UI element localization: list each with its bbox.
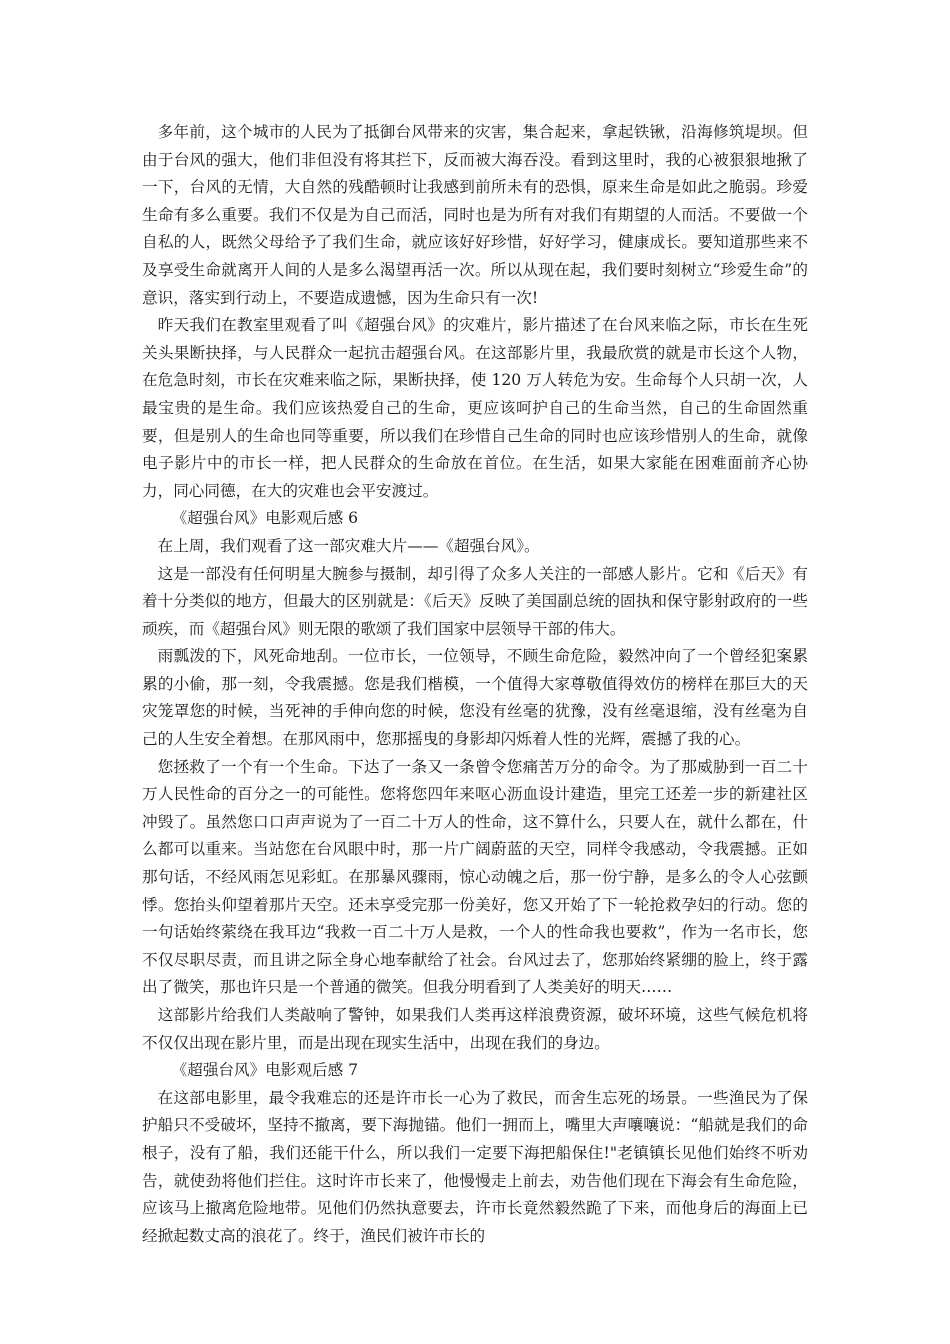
document-body	[142, 119, 808, 1250]
paragraph-8: 在这部电影里，最令我难忘的还是许市长一心为了救民，而舍生忘死的场景。一些渔民为了保护船只不受破坏，坚持不撤离，要下海抛锚。他们一拥而上，嘴里大声嚷嚷说：“船就是我们的命根子，没有了船，我们还能干什么，所以我们一定要下海把船保住!"老镇镇长见他们始终不听劝告，就使劲将他们拦住。这时许市长来了，他慢慢走上前去，劝告他们现在下海会有生命危险，应该马上撤离危险地带。见他们仍然执意要去，许市长竟然毅然跪了下来，而他身后的海面上已经掀起数丈高的浪花了。终于，渔民们被许市长的	[142, 1088, 808, 1245]
paragraph-1: 多年前，这个城市的人民为了抵御台风带来的灾害，集合起来，拿起铁锹，沿海修筑堤坝。但由于台风的强大，他们非但没有将其拦下，反而被大海吞没。看到这里时，我的心被狠狠地揪了一下，台风的无情，大自然的残酷顿时让我感到前所未有的恐惧，原来生命是如此之脆弱。珍爱生命有多么重要。我们不仅是为自己而活，同时也是为所有对我们有期望的人而活。不要做一个自私的人，既然父母给予了我们生命，就应该好好珍惜，好好学习，健康成长。要知道那些来不及享受生命就离开人间的人是多么渴望再活一次。所以从现在起，我们要时刻树立“珍爱生命”的意识，落实到行动上，不要造成遗憾，因为生命只有一次!	[142, 123, 808, 307]
paragraph-6: 您拯救了一个有一个生命。下达了一条又一条曾令您痛苦万分的命令。为了那威胁到一百二十万人民性命的百分之一的可能性。您将您四年来呕心沥血设计建造，里完工还差一步的新建社区冲毁了。虽然您口口声声说为了一百二十万人的性命，这不算什么，只要人在，就什么都在，什么都可以重来。当站您在台风眼中时，那一片广阔蔚蓝的天空，同样令我感动，令我震撼。正如那句话，不经风雨怎见彩虹。在那暴风骤雨，惊心动魄之后，那一份宁静，是多么的令人心弦颤悸。您抬头仰望着那片天空。还未享受完那一份美好，您又开始了下一轮抢救孕妇的行动。您的一句话始终萦绕在我耳边“我救一百二十万人是救，一个人的性命我也要救”，作为一名市长，您不仅尽职尽责，而且讲之际全身心地奉献给了社会。台风过去了，您那始终紧绷的脸上，终于露出了微笑，那也许只是一个普通的微笑。但我分明看到了人类美好的明天……	[142, 757, 808, 997]
paragraph-3: 在上周，我们观看了这一部灾难大片——《超强台风》。	[157, 536, 540, 555]
paragraph-7: 这部影片给我们人类敲响了警钟，如果我们人类再这样浪费资源，破坏环境，这些气候危机将不仅仅出现在影片里，而是出现在现实生活中，出现在我们的身边。	[142, 1006, 808, 1052]
section-heading-6: 《超强台风》电影观后感 6	[171, 509, 359, 528]
section-heading-7: 《超强台风》电影观后感 7	[171, 1061, 359, 1080]
paragraph-4: 这是一部没有任何明星大腕参与摄制，却引得了众多人关注的一部感人影片。它和《后天》有着十分类似的地方，但最大的区别就是：《后天》反映了美国副总统的固执和保守影射政府的一些顽疾，而《超强台风》则无限的歌颂了我们国家中层领导干部的伟大。	[142, 564, 808, 638]
paragraph-2: 昨天我们在教室里观看了叫《超强台风》的灾难片，影片描述了在台风来临之际，市长在生死关头果断抉择，与人民群众一起抗击超强台风。在这部影片里，我最欣赏的就是市长这个人物，在危急时刻，市长在灾难来临之际，果断抉择，使 120 万人转危为安。生命每个人只胡一次，人最宝贵的是生命。我们应该热爱自己的生命，更应该呵护自己的生命当然，自己的生命固然重要，但是别人的生命也同等重要，所以我们在珍惜自己生命的同时也应该珍惜别人的生命，就像电子影片中的市长一样，把人民群众的生命放在首位。在生活，如果大家能在困难面前齐心协力，同心同德，在大的灾难也会平安渡过。	[142, 316, 808, 500]
paragraph-5: 雨瓢泼的下，风死命地刮。一位市长，一位领导，不顾生命危险，毅然冲向了一个曾经犯案累累的小偷，那一刻，令我震撼。您是我们楷模，一个值得大家尊敬值得效仿的榜样在那巨大的天灾笼罩您的时候，当死神的手伸向您的时候，您没有丝毫的犹豫，没有丝毫退缩，没有丝毫为自己的人生安全着想。在那风雨中，您那摇曳的身影却闪烁着人性的光辉，震撼了我的心。	[142, 647, 808, 749]
